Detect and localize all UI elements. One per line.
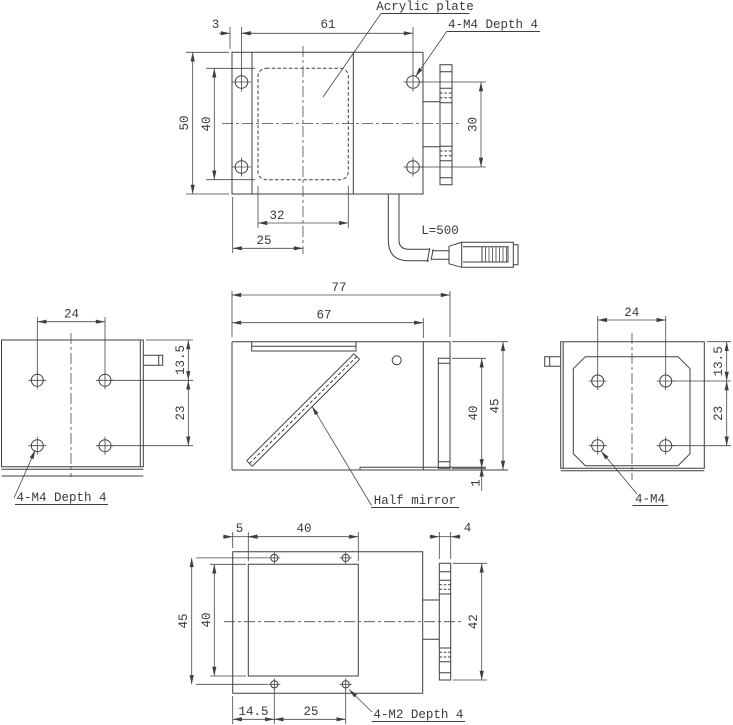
half-mirror-coating-line xyxy=(250,357,357,464)
hole-crosshairs xyxy=(232,73,423,177)
extension-lines xyxy=(196,532,487,724)
extension-lines xyxy=(37,317,193,446)
screw-spec-label: 4-M2 Depth 4 xyxy=(373,708,464,722)
screw-spec-label: 4-M4 Depth 4 xyxy=(16,491,107,505)
screw-spec-label: 4-M4 xyxy=(634,492,666,507)
hole-crosshairs xyxy=(268,552,351,690)
plate-outline xyxy=(2,340,163,476)
dim-hole-offset: 14.5 xyxy=(238,705,269,719)
dim-hole-span-v: 45 xyxy=(177,613,191,629)
half-mirror-callout xyxy=(312,406,459,508)
dimension-lines xyxy=(193,33,481,248)
dim-hole-span-h: 24 xyxy=(624,306,640,320)
dimension-lines xyxy=(232,295,503,491)
front-view xyxy=(232,281,508,508)
screw-spec-label: 4-M4 Depth 4 xyxy=(447,18,539,32)
dim-window-width: 32 xyxy=(269,209,285,223)
dim-edge-offset: 3 xyxy=(211,18,220,32)
screw-spec-callout xyxy=(349,690,465,723)
screw-holes xyxy=(232,73,423,177)
dim-top-offset: 13.5 xyxy=(174,344,188,376)
cable-connector xyxy=(449,242,518,267)
plate-outline xyxy=(545,342,705,471)
dim-body-height: 45 xyxy=(488,398,503,414)
right-side-view xyxy=(545,306,731,507)
dim-hole-span-v: 23 xyxy=(174,405,188,421)
extension-lines xyxy=(186,27,486,253)
side-plate-thread-lines xyxy=(439,585,450,657)
left-side-view xyxy=(2,308,194,506)
dim-hole-span: 61 xyxy=(320,18,336,32)
screw-spec-callout xyxy=(416,18,541,77)
leader-line xyxy=(416,32,447,77)
side-plate-edge xyxy=(438,358,450,468)
screw-holes xyxy=(268,552,351,690)
dim-hole-span-v: 23 xyxy=(712,405,726,421)
half-mirror-label: Half mirror xyxy=(373,494,457,508)
dim-plate-span: 40 xyxy=(467,405,481,421)
dimension-lines xyxy=(598,320,727,446)
screw-spec-callout xyxy=(601,451,668,507)
pin-hole xyxy=(392,356,401,365)
dim-side-hole-span: 30 xyxy=(466,116,481,133)
leader-line xyxy=(312,406,372,505)
cable-length-label: L=500 xyxy=(421,224,459,238)
dim-overall-width: 77 xyxy=(331,281,347,295)
dim-window-width: 40 xyxy=(296,522,312,536)
dim-edge-offset: 5 xyxy=(235,522,244,536)
connector-hatch xyxy=(486,247,507,262)
dim-base-plate: 1 xyxy=(469,479,484,487)
dim-window-height: 40 xyxy=(200,612,214,628)
acrylic-plate-callout xyxy=(323,0,474,97)
bottom-view xyxy=(177,522,487,725)
top-view xyxy=(178,0,540,267)
dim-center-offset: 25 xyxy=(256,234,272,248)
dim-plate-thickness: 4 xyxy=(463,521,472,536)
dim-plate-span: 42 xyxy=(467,614,481,630)
body-outline xyxy=(233,552,423,694)
dim-body-depth: 50 xyxy=(178,115,192,131)
dim-top-offset: 13.5 xyxy=(712,346,726,377)
screw-spec-callout xyxy=(14,450,108,505)
dim-window-height: 40 xyxy=(200,116,214,132)
dim-body-width: 67 xyxy=(316,308,332,323)
dim-hole-span-h: 24 xyxy=(63,307,80,322)
acrylic-plate-label: Acrylic plate xyxy=(376,0,474,14)
extension-lines xyxy=(232,291,508,468)
dim-hole-span-h: 25 xyxy=(303,705,319,719)
